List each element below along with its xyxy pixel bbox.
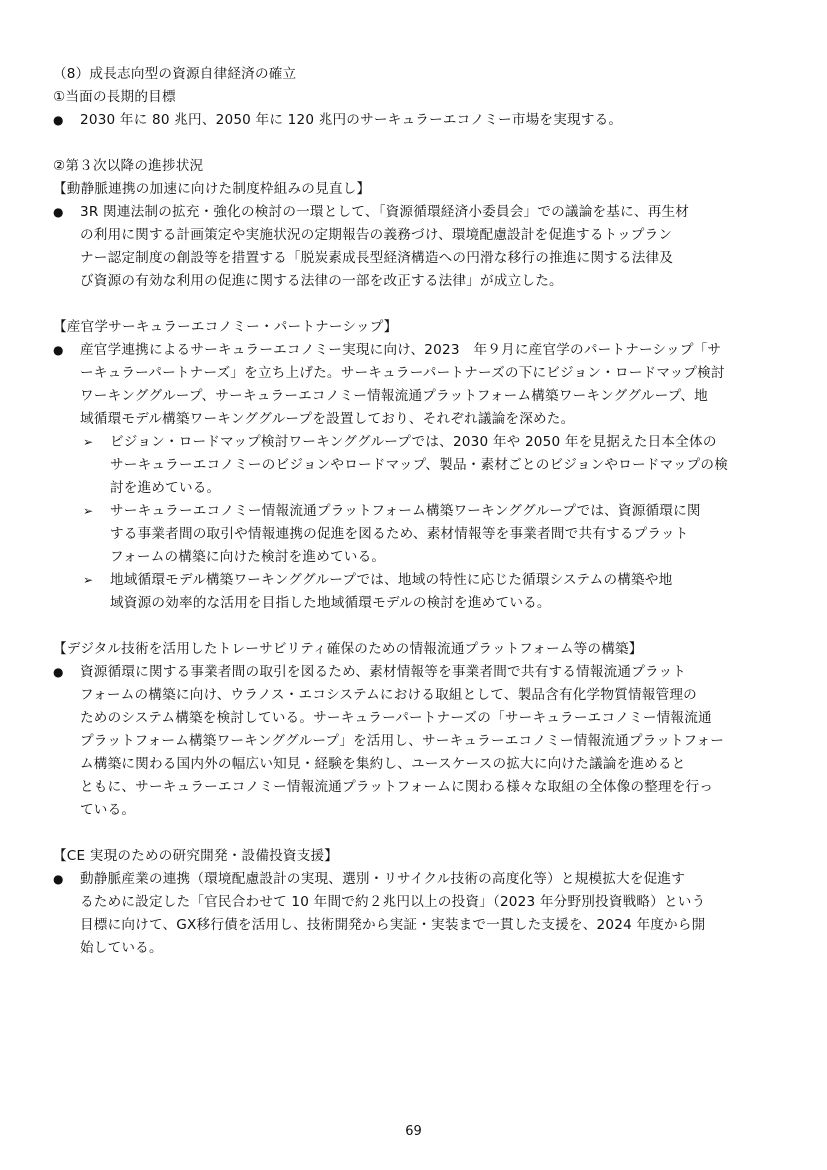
progress-heading: ②第３次以降の進捗状況 xyxy=(53,158,204,174)
spacer xyxy=(53,132,775,155)
sub4-line: 目標に向けて、GX移行債を活用し、技術開発から実証・実装まで一貫した支援を、2024 年度から開 xyxy=(80,917,706,933)
arrow-bullet-icon: ➢ xyxy=(83,435,94,449)
goal-heading: ①当面の長期的目標 xyxy=(53,89,176,105)
sub1-line: び資源の有効な利用の促進に関する法律の一部を改正する法律」が成立した。 xyxy=(80,273,563,289)
sub3-heading: 【デジタル技術を活用したトレーサビリティ確保のための情報流通プラットフォーム等の構築】 xyxy=(53,641,643,657)
subitem-line: ビジョン・ロードマップ検討ワーキンググループでは、2030 年や 2050 年を見据えた日本全体の xyxy=(110,434,717,450)
subitem-line: フォームの構築に向けた検討を進めている。 xyxy=(110,549,386,565)
sub3-bullet-item xyxy=(53,661,775,822)
subitem-line: 討を進めている。 xyxy=(110,480,221,496)
arrow-bullet-icon: ➢ xyxy=(83,573,94,587)
sub1-bullet-item xyxy=(53,201,775,293)
sub3-line: 資源循環に関する事業者間の取引を図るため、素材情報等を事業者間で共有する情報流通プラット xyxy=(80,664,687,680)
sub4-bullet-item xyxy=(53,868,775,960)
subitem-line: する事業者間の取引や情報連携の促進を図るため、素材情報等を事業者間で共有するプラット xyxy=(110,526,689,542)
subitem-line: サーキュラーエコノミーのビジョンやロードマップ、製品・素材ごとのビジョンやロードマップの検 xyxy=(110,457,728,473)
page-number: 69 xyxy=(405,1124,422,1139)
sub3-line: ム構築に関わる国内外の幅広い知見・経験を集約し、ユースケースの拡大に向けた議論を進めると xyxy=(80,756,686,772)
spacer xyxy=(53,615,775,638)
subitem-line: サーキュラーエコノミー情報流通プラットフォーム構築ワーキンググループでは、資源循環に関 xyxy=(110,503,701,519)
goal-bullet-item xyxy=(53,109,775,132)
sub3-line: フォームの構築に向け、ウラノス・エコシステムにおける取組として、製品含有化学物質情報管理の xyxy=(80,687,697,703)
bullet-icon: ● xyxy=(53,665,64,679)
sub2-heading: 【産官学サーキュラーエコノミー・パートナーシップ】 xyxy=(53,319,398,335)
sub2-subitem-info-platform xyxy=(53,500,775,569)
bullet-icon: ● xyxy=(53,343,64,357)
sub4-line: 始している。 xyxy=(80,940,163,956)
sub1-line: ナー認定制度の創設等を措置する「脱炭素成長型経済構造への円滑な移行の推進に関する法律及 xyxy=(80,250,674,266)
sub4-line: るために設定した「官民合わせて 10 年間で約２兆円以上の投資」（2023 年分野別投資戦略）という xyxy=(80,894,706,910)
bullet-icon: ● xyxy=(53,205,64,219)
sub2-subitem-regional-model xyxy=(53,569,775,615)
sub2-subitem-vision-roadmap xyxy=(53,431,775,500)
goal-text: 2030 年に 80 兆円、2050 年に 120 兆円のサーキュラーエコノミー市場を実現する。 xyxy=(80,112,623,128)
sub4-line: 動静脈産業の連携（環境配慮設計の実現、選別・リサイクル技術の高度化等）と規模拡大を促進す xyxy=(80,871,686,887)
document-body xyxy=(53,63,775,960)
sub1-heading: 【動静脈連携の加速に向けた制度枠組みの見直し】 xyxy=(53,181,371,197)
sub4-heading: 【CE 実現のための研究開発・設備投資支援】 xyxy=(53,848,339,864)
subitem-line: 地域循環モデル構築ワーキンググループでは、地域の特性に応じた循環システムの構築や地 xyxy=(110,572,673,588)
sub2-line: 産官学連携によるサーキュラーエコノミー実現に向け、2023 年９月に産官学のパートナーシップ「サ xyxy=(80,342,722,358)
spacer xyxy=(53,822,775,845)
sub3-line: プラットフォーム構築ワーキンググループ」を活用し、サーキュラーエコノミー情報流通プラットフォー xyxy=(80,733,725,749)
sub3-line: ている。 xyxy=(80,802,136,818)
bullet-icon: ● xyxy=(53,113,64,127)
bullet-icon: ● xyxy=(53,872,64,886)
spacer xyxy=(53,293,775,316)
subitem-line: 域資源の効率的な活用を目指した地域循環モデルの検討を進めている。 xyxy=(110,595,551,611)
sub3-line: ためのシステム構築を検討している。サーキュラーパートナーズの「サーキュラーエコノミー情報流通 xyxy=(80,710,712,726)
sub2-bullet-item xyxy=(53,339,775,431)
sub2-line: ワーキンググループ、サーキュラーエコノミー情報流通プラットフォーム構築ワーキンググループ、地 xyxy=(80,388,708,404)
sub2-line: 域循環モデル構築ワーキンググループを設置しており、それぞれ議論を深めた。 xyxy=(80,411,575,427)
arrow-bullet-icon: ➢ xyxy=(83,504,94,518)
sub2-line: ーキュラーパートナーズ」を立ち上げた。サーキュラーパートナーズの下にビジョン・ロードマップ検討 xyxy=(80,365,725,381)
sub1-line: 3R 関連法制の拡充・強化の検討の一環として、「資源循環経済小委員会」での議論を基に、再生材 xyxy=(80,204,690,220)
sub1-line: の利用に関する計画策定や実施状況の定期報告の義務づけ、環境配慮設計を促進するトップラン xyxy=(80,227,673,243)
sub3-line: ともに、サーキュラーエコノミー情報流通プラットフォームに関わる様々な取組の全体像の整理を行っ xyxy=(80,779,714,795)
section-title: （8）成長志向型の資源自律経済の確立 xyxy=(53,66,297,82)
